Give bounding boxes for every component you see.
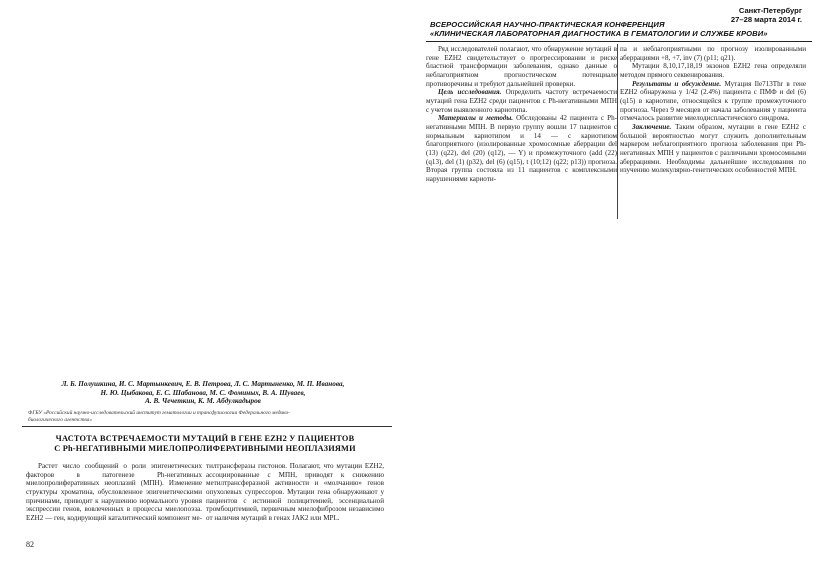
authors-line: Л. Б. Полушкина, И. С. Мартынкевич, Е. В. Петрова, Л. С. Мартыненко, М. П. Иванова,: [61, 380, 345, 388]
paragraph: Ряд исследователей полагают, что обнаружение мутаций в гене EZH2 свидетельствует о прогрессировании и риске бластной трансформации заболевания, однако данные о неблагоприятном прогностическом потенциале противоречивы и требуют дальнейшей проверки.: [426, 45, 617, 88]
header-rule: [426, 41, 812, 42]
conclusion-paragraph: [620, 123, 806, 175]
results-heading: Результаты и обсуждение.: [632, 79, 722, 88]
results-text: Мутация Ile713Thr в гене EZH2 обнаружена у 1/42 (2.4%) пациента с ПМФ и del (6) (q15) в кариотипе, относящейся к группе промежуточного прогноза. Через 9 месяцев от начала заболевания у пациента отмечалось развитие миелодиспластического синдрома.: [620, 79, 806, 123]
methods-paragraph: [426, 114, 617, 183]
paragraph: па и неблагоприятными по прогнозу изолированными аберрациями +8, +7, inv (7) (p11; q21).: [620, 45, 806, 62]
authors-line: Н. Ю. Цыбакова, Е. С. Шабанова, М. С. Фоминых, В. А. Шуваев,: [100, 388, 306, 397]
right-column-1: [426, 45, 617, 184]
results-paragraph: [620, 80, 806, 123]
conference-banner: [430, 20, 810, 38]
authors-line: А. В. Чечеткин, К. М. Абдулкадыров: [145, 397, 261, 405]
affiliation: ФГБУ «Российский научно-исследовательский институт гематологии и трансфузиологии Федерального медико-биологического агентства»: [28, 410, 290, 423]
methods-text: Обследованы 42 пациента с Ph-негативными МПН. В первую группу вошли 17 пациентов с нормальным кариотипом и 14 — с кариотипом благоприятного (изолированные хромосомные аберрации del (13) (q22), del (20) (q12), — Y) и промежуточного (add (22) (q13), del (1) (p32), del (6) (q15), t (10;12) (q22; p13)) прогноза. Вторая группа состояла из 11 пациентов с комплексными нарушениями кариоти-: [426, 114, 617, 183]
paragraph: тилтрансферазы гистонов. Полагают, что мутации EZH2, ассоциированные с МПН, приводят к снижению метилтрансферазной активности и «молчанию» генов опухолевых супрессоров. Мутации гена обнаруживают у пациентов с истинной полицитемией, эссенциальной тромбоцитемией, первичным миелофиброзом независимо от наличия мутаций в генах JAK2 или MPL.: [206, 462, 384, 522]
column-divider: [617, 44, 618, 219]
paragraph: Мутации 8,10,17,18,19 экзонов EZH2 гена определяли методом прямого секвенирования.: [620, 62, 806, 79]
right-column-2: [620, 45, 806, 175]
article-title-line2: С Ph-НЕГАТИВНЫМИ МИЕЛОПРОЛИФЕРАТИВНЫМИ НЕОПЛАЗИЯМИ: [54, 444, 356, 453]
article-title-line1: ЧАСТОТА ВСТРЕЧАЕМОСТИ МУТАЦИЙ В ГЕНЕ EZH2 У ПАЦИЕНТОВ: [55, 434, 355, 443]
methods-heading: Материалы и методы.: [438, 114, 514, 123]
aim-heading: Цель исследования.: [438, 88, 502, 97]
affiliation-rule: [22, 426, 392, 427]
aim-paragraph: [426, 88, 617, 114]
article-title: [30, 434, 380, 454]
right-page: [410, 0, 820, 580]
event-dates: 27–28 марта 2014 г.: [730, 15, 802, 24]
page-number: 82: [26, 540, 34, 549]
left-column-1: [26, 462, 202, 523]
conference-title-line1: ВСЕРОССИЙСКАЯ НАУЧНО-ПРАКТИЧЕСКАЯ КОНФЕРЕНЦИЯ: [430, 20, 665, 29]
event-city: Санкт-Петербург: [738, 6, 802, 15]
left-column-2: [206, 462, 384, 523]
aim-text: Определить частоту встречаемости мутаций гена EZH2 среди пациентов с Ph-негативными МПН с учетом выявленного кариотипа.: [426, 88, 618, 114]
conference-title-line2: «КЛИНИЧЕСКАЯ ЛАБОРАТОРНАЯ ДИАГНОСТИКА В ГЕМАТОЛОГИИ И СЛУЖБЕ КРОВИ»: [430, 29, 768, 38]
conclusion-heading: Заключение.: [632, 122, 672, 131]
conclusion-text: Таким образом, мутации в гене EZH2 с большой вероятностью могут служить дополнительным маркером неблагоприятного прогноза заболевания при Ph-негативных МПН у пациентов с различными хромосомными аберрациями. Необходимы дальнейшие исследования по изучению молекулярно-генетических особенностей МПН.: [620, 122, 806, 175]
paragraph: Растет число сообщений о роли эпигенетических факторов в патогенезе Ph-негативных миелопролиферативных неоплазий (МПН). Изменение структуры хроматина, обусловленное эпигенетическими причинами, приводит к нарушению нормального уровня экспрессии генов, вовлеченных в процессы миелопоэза. EZH2 — ген, кодирующий каталитический компонент ме-: [26, 462, 202, 522]
authors: [28, 380, 378, 406]
